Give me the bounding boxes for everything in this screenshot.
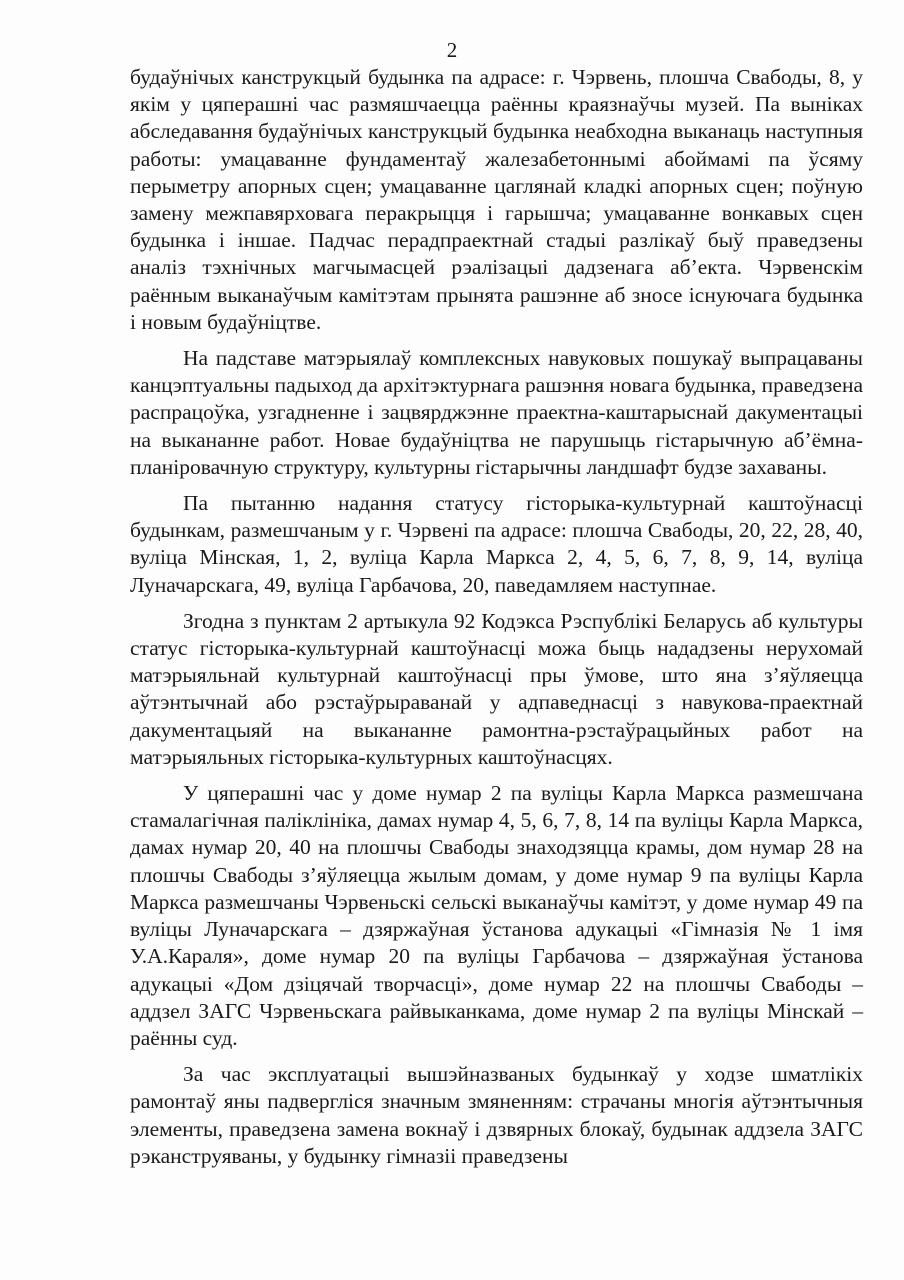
- paragraph: Згодна з пунктам 2 артыкула 92 Кодэкса Рэспублікі Беларусь аб культуры статус гісторыка-культурнай каштоўнасці можа быць нададзены нерухомай матэрыяльнай культурнай каштоўнасці пры ўмове, што яна з’яўляецца аўтэнтычнай або рэстаўрыраванай у адпаведнасці з навукова-праектнай дакументацыяй на выкананне рамонтна-рэстаўрацыйных работ на матэрыяльных гісторыка-культурных каштоўнасцях.: [130, 608, 863, 769]
- paragraph: Па пытанню надання статусу гісторыка-культурнай каштоўнасці будынкам, размешчаным у г. Чэрвені па адрасе: плошча Свабоды, 20, 22, 28, 40, вуліца Мінская, 1, 2, вуліца Карла Маркса 2, 4, 5, 6, 7, 8, 9, 14, вуліца Луначарскага, 49, вуліца Гарбачова, 20, паведамляем наступнае.: [130, 491, 863, 597]
- paragraph: У цяперашні час у доме нумар 2 па вуліцы Карла Маркса размешчана стамалагічная паліклініка, дамах нумар 4, 5, 6, 7, 8, 14 па вуліцы Карла Маркса, дамах нумар 20, 40 на плошчы Свабоды знаходзяцца крамы, дом нумар 28 на плошчы Свабоды з’яўляецца жылым домам, у доме нумар 9 па вуліцы Карла Маркса размешчаны Чэрвеньскі сельскі выканаўчы камітэт, у доме нумар 49 па вуліцы Луначарскага – дзяржаўная ўстанова адукацыі «Гімназія № 1 імя У.А.Караля», доме нумар 20 па вуліцы Гарбачова – дзяржаўная ўстанова адукацыі «Дом дзіцячай творчасці», доме нумар 22 на плошчы Свабоды – аддзел ЗАГС Чэрвеньскага райвыканкама, доме нумар 2 па вуліцы Мінскай – раённы суд.: [130, 781, 863, 1050]
- paragraph: На падставе матэрыялаў комплексных навуковых пошукаў выпрацаваны канцэптуальны падыход да архітэктурнага рашэння новага будынка, праведзена распрацоўка, узгадненне і зацвярджэнне праектна-каштарыснай дакументацыі на выкананне работ. Новае будаўніцтва не парушыць гістарычную аб’ёмна-планіровачную структуру, культурны гістарычны ландшафт будзе захаваны.: [130, 346, 863, 479]
- page-number: 2: [446, 38, 458, 62]
- paragraph-continued: будаўнічых канструкцый будынка па адрасе: г. Чэрвень, плошча Свабоды, 8, у якім у цяперашні час размяшчаецца раённы краязнаўчы музей. Па выніках абследавання будаўнічых канструкцый будынка неабходна выканаць наступныя работы: умацаванне фундаментаў жалезабетоннымі абоймамі па ўсяму перыметру апорных сцен; умацаванне цаглянай кладкі апорных сцен; поўную замену межпавярховага перакрыцця і гарышча; умацаванне вонкавых сцен будынка і іншае. Падчас перадпраектнай стадыі разлікаў быў праведзены аналіз тэхнічных магчымасцей рэалізацыі дадзенага аб’екта. Чэрвенскім раённым выканаўчым камітэтам прынята рашэнне аб зносе існуючага будынка і новым будаўніцтве.: [130, 65, 863, 334]
- document-body: [130, 64, 863, 1179]
- paragraph: За час эксплуатацыі вышэйназваных будынкаў у ходзе шматлікіх рамонтаў яны падвергліся значным змяненням: страчаны многія аўтэнтычныя элементы, праведзена замена вокнаў і дзвярных блокаў, будынак аддзела ЗАГС рэканструяваны, у будынку гімназіі праведзены: [130, 1062, 863, 1168]
